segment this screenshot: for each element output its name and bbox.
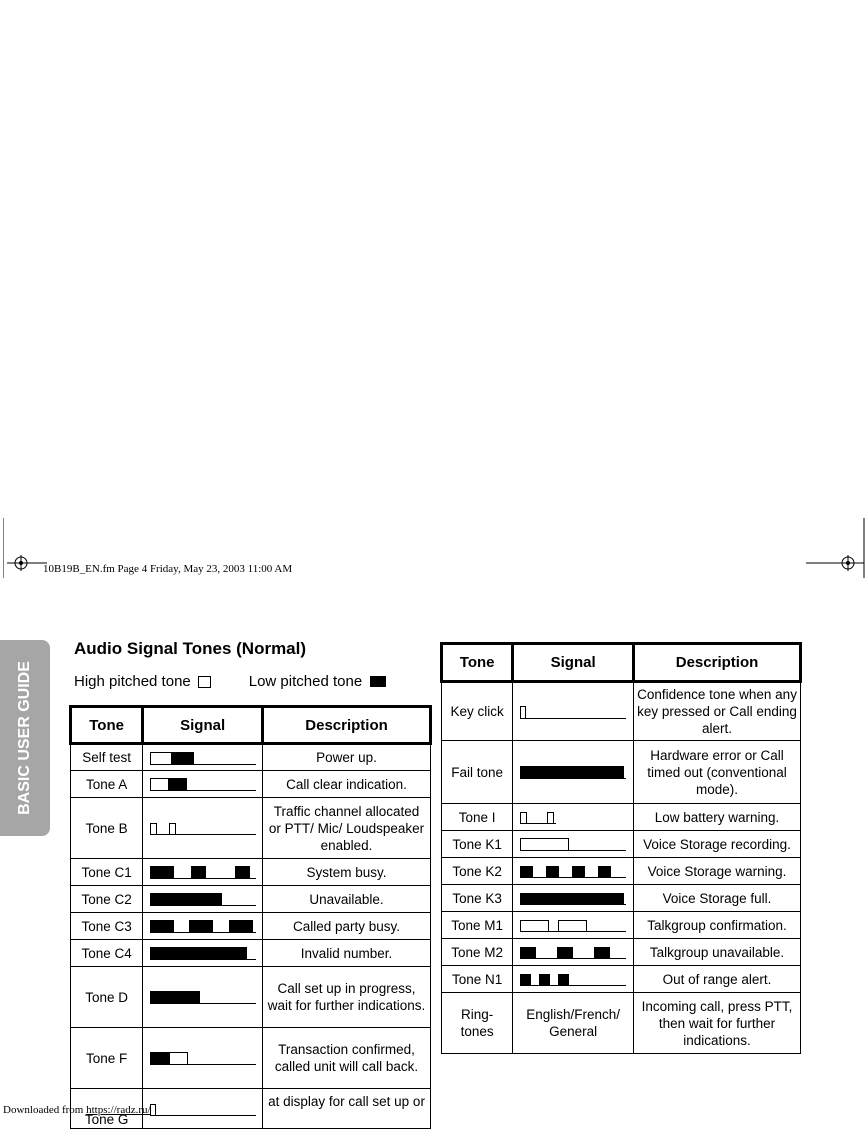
signal-cell	[513, 912, 634, 939]
col-header-tone: Tone	[71, 707, 143, 744]
tone-description: Voice Storage recording.	[634, 831, 801, 858]
table-row	[442, 966, 801, 993]
tone-description: System busy.	[263, 859, 431, 886]
col-header-description: Description	[263, 707, 431, 744]
tone-name: Tone F	[71, 1028, 143, 1089]
signal-pattern-icon	[150, 750, 256, 766]
signal-pattern-icon	[150, 820, 256, 836]
table-row	[71, 886, 431, 913]
tone-description: Transaction confirmed, called unit will call back.	[263, 1028, 431, 1089]
tone-name: Tone C3	[71, 913, 143, 940]
tone-description: Call set up in progress, wait for further indications.	[263, 967, 431, 1028]
signal-pattern-icon	[150, 776, 256, 792]
tone-name: Key click	[442, 682, 513, 741]
sidebar-label: BASIC USER GUIDE	[16, 661, 33, 815]
signal-cell	[513, 966, 634, 993]
signal-pattern-icon	[150, 891, 256, 907]
signal-pattern-icon	[150, 1050, 256, 1066]
signal-cell	[143, 1089, 263, 1129]
tone-description: Call clear indication.	[263, 771, 431, 798]
crop-mark-right	[806, 518, 866, 583]
col-header-description: Description	[634, 644, 801, 682]
table-row	[71, 913, 431, 940]
table-row	[442, 858, 801, 885]
signal-cell	[513, 885, 634, 912]
page-file-info: 10B19B_EN.fm Page 4 Friday, May 23, 2003 11:00 AM	[43, 563, 293, 575]
signal-cell	[143, 744, 263, 771]
high-tone-symbol-icon	[198, 676, 211, 688]
table-row	[71, 771, 431, 798]
signal-pattern-icon	[520, 944, 626, 960]
tone-description: Talkgroup confirmation.	[634, 912, 801, 939]
low-tone-symbol-icon	[370, 676, 386, 687]
table-row	[71, 744, 431, 771]
signal-pattern-icon	[520, 863, 626, 879]
tone-name: Tone K1	[442, 831, 513, 858]
signal-cell	[143, 967, 263, 1028]
tone-description: at display for call set up or	[263, 1089, 431, 1129]
signal-cell	[513, 741, 634, 804]
signal-pattern-icon	[520, 917, 626, 933]
tone-name: Tone C1	[71, 859, 143, 886]
signal-pattern-icon	[520, 764, 626, 780]
signal-text: English/French/ General	[513, 993, 634, 1054]
tone-description: Power up.	[263, 744, 431, 771]
tone-name: Tone N1	[442, 966, 513, 993]
footer-link[interactable]: https://radz.ru/	[86, 1104, 151, 1116]
table-row	[71, 859, 431, 886]
signal-pattern-icon	[520, 971, 626, 987]
tone-name: Tone D	[71, 967, 143, 1028]
tone-name: Ring-tones	[442, 993, 513, 1054]
sidebar-tab	[0, 640, 50, 836]
tone-description: Invalid number.	[263, 940, 431, 967]
table-row	[442, 682, 801, 741]
left-tones-table	[69, 705, 432, 1129]
tone-name: Self test	[71, 744, 143, 771]
signal-cell	[143, 771, 263, 798]
signal-cell	[143, 798, 263, 859]
signal-pattern-icon	[520, 836, 626, 852]
signal-pattern-icon	[150, 989, 256, 1005]
tone-name: Tone C4	[71, 940, 143, 967]
signal-cell	[513, 939, 634, 966]
tone-description: Out of range alert.	[634, 966, 801, 993]
table-row	[442, 912, 801, 939]
tone-name: Tone M1	[442, 912, 513, 939]
footer-note	[3, 1104, 151, 1116]
table-row	[442, 993, 801, 1054]
legend-high-label: High pitched tone	[74, 673, 191, 690]
table-header-row	[71, 707, 431, 744]
footer-prefix: Downloaded from	[3, 1104, 84, 1116]
tone-description: Incoming call, press PTT, then wait for further indications.	[634, 993, 801, 1054]
tone-name: Tone A	[71, 771, 143, 798]
tone-name: Tone C2	[71, 886, 143, 913]
signal-cell	[513, 682, 634, 741]
tone-description: Traffic channel allocated or PTT/ Mic/ Loudspeaker enabled.	[263, 798, 431, 859]
signal-cell	[513, 804, 634, 831]
col-header-signal: Signal	[143, 707, 263, 744]
table-row	[71, 967, 431, 1028]
signal-cell	[143, 886, 263, 913]
signal-cell	[143, 913, 263, 940]
table-row	[71, 1028, 431, 1089]
tone-name: Tone M2	[442, 939, 513, 966]
signal-pattern-icon	[150, 864, 256, 880]
tone-description: Unavailable.	[263, 886, 431, 913]
table-row	[71, 798, 431, 859]
signal-cell	[143, 859, 263, 886]
table-row	[442, 831, 801, 858]
tone-legend	[74, 673, 386, 690]
table-row	[442, 939, 801, 966]
tone-description: Called party busy.	[263, 913, 431, 940]
tone-description: Voice Storage full.	[634, 885, 801, 912]
signal-pattern-icon	[150, 918, 256, 934]
signal-cell	[513, 831, 634, 858]
table-header-row	[442, 644, 801, 682]
section-title: Audio Signal Tones (Normal)	[74, 639, 307, 658]
tone-name: Fail tone	[442, 741, 513, 804]
table-row	[71, 940, 431, 967]
tone-description: Talkgroup unavailable.	[634, 939, 801, 966]
tone-name: Tone K2	[442, 858, 513, 885]
tone-name: Tone B	[71, 798, 143, 859]
tone-name: Tone K3	[442, 885, 513, 912]
table-row	[442, 804, 801, 831]
signal-pattern-icon	[520, 890, 626, 906]
signal-cell	[513, 858, 634, 885]
signal-pattern-icon	[520, 809, 626, 825]
col-header-signal: Signal	[513, 644, 634, 682]
tone-description: Confidence tone when any key pressed or Call ending alert.	[634, 682, 801, 741]
signal-pattern-icon	[150, 945, 256, 961]
signal-cell	[143, 1028, 263, 1089]
right-tones-table	[440, 642, 802, 1054]
tone-name: Tone I	[442, 804, 513, 831]
signal-cell	[143, 940, 263, 967]
tone-description: Voice Storage warning.	[634, 858, 801, 885]
tone-description: Low battery warning.	[634, 804, 801, 831]
tone-name: Tone G	[71, 1089, 143, 1129]
signal-pattern-icon	[150, 1101, 256, 1117]
signal-pattern-icon	[520, 704, 626, 720]
tone-description: Hardware error or Call timed out (conventional mode).	[634, 741, 801, 804]
table-row	[442, 741, 801, 804]
legend-low-label: Low pitched tone	[248, 673, 363, 690]
col-header-tone: Tone	[442, 644, 513, 682]
table-row	[442, 885, 801, 912]
